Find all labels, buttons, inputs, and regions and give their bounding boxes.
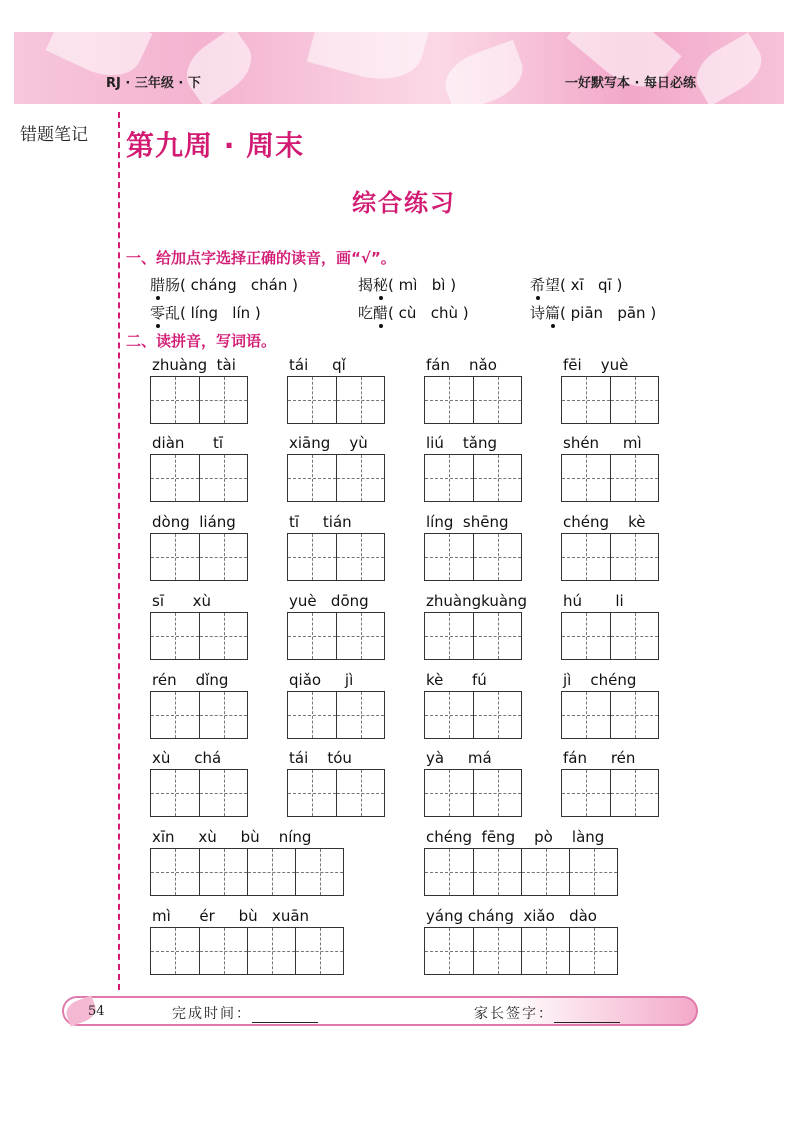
writing-cell[interactable] bbox=[199, 455, 247, 501]
writing-cell[interactable] bbox=[199, 613, 247, 659]
writing-cell[interactable] bbox=[425, 377, 473, 423]
writing-cell[interactable] bbox=[151, 377, 199, 423]
writing-cell[interactable] bbox=[336, 455, 384, 501]
question-item: 诗篇( piān pān ) bbox=[530, 304, 657, 322]
writing-cell[interactable] bbox=[288, 692, 336, 738]
pinyin-label: zhuàng tài bbox=[152, 356, 236, 374]
character-grid bbox=[561, 454, 659, 502]
writing-cell[interactable] bbox=[151, 928, 199, 974]
decor-petal bbox=[438, 40, 530, 104]
writing-cell[interactable] bbox=[199, 849, 247, 895]
writing-cell[interactable] bbox=[610, 770, 658, 816]
page-number: 54 bbox=[88, 1004, 105, 1019]
writing-cell[interactable] bbox=[562, 613, 610, 659]
pinyin-label: líng shēng bbox=[426, 513, 509, 531]
writing-cell[interactable] bbox=[199, 534, 247, 580]
character-grid bbox=[424, 691, 522, 739]
writing-cell[interactable] bbox=[473, 455, 521, 501]
pinyin-label: tī tián bbox=[289, 513, 352, 531]
writing-cell[interactable] bbox=[288, 770, 336, 816]
character-grid bbox=[150, 612, 248, 660]
writing-cell[interactable] bbox=[425, 692, 473, 738]
writing-cell[interactable] bbox=[151, 613, 199, 659]
pinyin-label: zhuàngkuàng bbox=[426, 592, 528, 610]
pinyin-label: xīn xù bù níng bbox=[152, 828, 312, 846]
section-1-heading: 一、给加点字选择正确的读音，画“√”。 bbox=[126, 249, 396, 267]
writing-cell[interactable] bbox=[288, 613, 336, 659]
character-grid bbox=[287, 769, 385, 817]
margin-divider bbox=[118, 112, 120, 990]
character-grid bbox=[424, 454, 522, 502]
character-grid bbox=[150, 454, 248, 502]
writing-cell[interactable] bbox=[336, 692, 384, 738]
writing-cell[interactable] bbox=[521, 849, 569, 895]
decor-petal bbox=[566, 32, 681, 102]
writing-cell[interactable] bbox=[610, 377, 658, 423]
pinyin-label: fán rén bbox=[563, 749, 636, 767]
writing-cell[interactable] bbox=[473, 692, 521, 738]
writing-cell[interactable] bbox=[425, 849, 473, 895]
character-grid bbox=[424, 927, 618, 975]
side-label: 错题笔记 bbox=[20, 125, 88, 145]
writing-cell[interactable] bbox=[151, 692, 199, 738]
writing-cell[interactable] bbox=[247, 849, 295, 895]
writing-cell[interactable] bbox=[199, 377, 247, 423]
writing-cell[interactable] bbox=[473, 928, 521, 974]
writing-cell[interactable] bbox=[247, 928, 295, 974]
blank-line[interactable] bbox=[554, 1008, 620, 1023]
writing-cell[interactable] bbox=[473, 613, 521, 659]
writing-cell[interactable] bbox=[295, 849, 343, 895]
question-item: 零乱( líng lín ) bbox=[150, 304, 261, 322]
pinyin-label: chéng kè bbox=[563, 513, 646, 531]
writing-cell[interactable] bbox=[562, 534, 610, 580]
pinyin-label: dòng liáng bbox=[152, 513, 236, 531]
pinyin-label: yà má bbox=[426, 749, 492, 767]
character-grid bbox=[561, 533, 659, 581]
writing-cell[interactable] bbox=[569, 928, 617, 974]
pinyin-label: fēi yuè bbox=[563, 356, 629, 374]
page-title: 第九周 · 周末 bbox=[126, 129, 305, 162]
pinyin-label: xù chá bbox=[152, 749, 222, 767]
character-grid bbox=[561, 691, 659, 739]
completion-time-field: 完成时间： bbox=[172, 1003, 318, 1023]
writing-cell[interactable] bbox=[151, 534, 199, 580]
question-item: 揭秘( mì bì ) bbox=[358, 276, 457, 294]
writing-cell[interactable] bbox=[610, 613, 658, 659]
character-grid bbox=[287, 533, 385, 581]
writing-cell[interactable] bbox=[425, 770, 473, 816]
question-item: 吃醋( cù chù ) bbox=[358, 304, 469, 322]
writing-cell[interactable] bbox=[562, 770, 610, 816]
character-grid bbox=[287, 376, 385, 424]
writing-cell[interactable] bbox=[610, 534, 658, 580]
writing-cell[interactable] bbox=[473, 534, 521, 580]
pinyin-label: diàn tī bbox=[152, 434, 224, 452]
grade-label: RJ · 三年级 · 下 bbox=[106, 76, 201, 91]
writing-cell[interactable] bbox=[425, 534, 473, 580]
pinyin-label: yáng cháng xiǎo dào bbox=[426, 907, 597, 925]
writing-cell[interactable] bbox=[199, 692, 247, 738]
character-grid bbox=[424, 376, 522, 424]
character-grid bbox=[150, 691, 248, 739]
decor-petal bbox=[687, 33, 770, 104]
character-grid bbox=[424, 769, 522, 817]
pinyin-label: jì chéng bbox=[563, 671, 637, 689]
writing-cell[interactable] bbox=[336, 377, 384, 423]
pinyin-label: liú tǎng bbox=[426, 434, 498, 452]
writing-cell[interactable] bbox=[336, 613, 384, 659]
writing-cell[interactable] bbox=[473, 770, 521, 816]
pinyin-label: qiǎo jì bbox=[289, 671, 354, 689]
character-grid bbox=[150, 533, 248, 581]
parent-signature-field: 家长签字： bbox=[474, 1003, 620, 1023]
character-grid bbox=[424, 848, 618, 896]
pinyin-label: chéng fēng pò làng bbox=[426, 828, 605, 846]
writing-cell[interactable] bbox=[336, 534, 384, 580]
page-header-banner bbox=[14, 32, 784, 104]
writing-cell[interactable] bbox=[151, 849, 199, 895]
character-grid bbox=[150, 848, 344, 896]
writing-cell[interactable] bbox=[336, 770, 384, 816]
writing-cell[interactable] bbox=[288, 377, 336, 423]
writing-cell[interactable] bbox=[473, 849, 521, 895]
writing-cell[interactable] bbox=[473, 377, 521, 423]
character-grid bbox=[150, 927, 344, 975]
writing-cell[interactable] bbox=[425, 455, 473, 501]
character-grid bbox=[287, 612, 385, 660]
decor-petal bbox=[307, 32, 431, 90]
writing-cell[interactable] bbox=[295, 928, 343, 974]
section-2-heading: 二、读拼音，写词语。 bbox=[126, 332, 277, 350]
pinyin-label: kè fú bbox=[426, 671, 487, 689]
writing-cell[interactable] bbox=[562, 692, 610, 738]
pinyin-label: shén mì bbox=[563, 434, 642, 452]
character-grid bbox=[561, 769, 659, 817]
character-grid bbox=[150, 376, 248, 424]
writing-cell[interactable] bbox=[569, 849, 617, 895]
pinyin-label: mì ér bù xuān bbox=[152, 907, 310, 925]
question-item: 希望( xī qī ) bbox=[530, 276, 623, 294]
pinyin-label: yuè dōng bbox=[289, 592, 369, 610]
character-grid bbox=[424, 612, 522, 660]
character-grid bbox=[150, 769, 248, 817]
pinyin-label: fán nǎo bbox=[426, 356, 497, 374]
writing-cell[interactable] bbox=[562, 377, 610, 423]
character-grid bbox=[287, 454, 385, 502]
writing-cell[interactable] bbox=[562, 455, 610, 501]
pinyin-label: xiāng yù bbox=[289, 434, 368, 452]
writing-cell[interactable] bbox=[425, 613, 473, 659]
page-subtitle: 综合练习 bbox=[352, 189, 456, 217]
writing-cell[interactable] bbox=[288, 455, 336, 501]
blank-line[interactable] bbox=[252, 1008, 318, 1023]
decor-petal bbox=[176, 32, 262, 104]
character-grid bbox=[561, 612, 659, 660]
character-grid bbox=[561, 376, 659, 424]
writing-cell[interactable] bbox=[425, 928, 473, 974]
writing-cell[interactable] bbox=[199, 770, 247, 816]
writing-cell[interactable] bbox=[610, 692, 658, 738]
series-label: 一好默写本 · 每日必练 bbox=[565, 76, 696, 91]
writing-cell[interactable] bbox=[521, 928, 569, 974]
pinyin-label: tái tóu bbox=[289, 749, 352, 767]
character-grid bbox=[287, 691, 385, 739]
writing-cell[interactable] bbox=[288, 534, 336, 580]
pinyin-label: tái qǐ bbox=[289, 356, 346, 374]
writing-cell[interactable] bbox=[199, 928, 247, 974]
writing-cell[interactable] bbox=[151, 770, 199, 816]
writing-cell[interactable] bbox=[151, 455, 199, 501]
pinyin-label: sī xù bbox=[152, 592, 211, 610]
question-item: 腊肠( cháng chán ) bbox=[150, 276, 298, 294]
pinyin-label: rén dǐng bbox=[152, 671, 229, 689]
pinyin-label: hú li bbox=[563, 592, 624, 610]
writing-cell[interactable] bbox=[610, 455, 658, 501]
character-grid bbox=[424, 533, 522, 581]
